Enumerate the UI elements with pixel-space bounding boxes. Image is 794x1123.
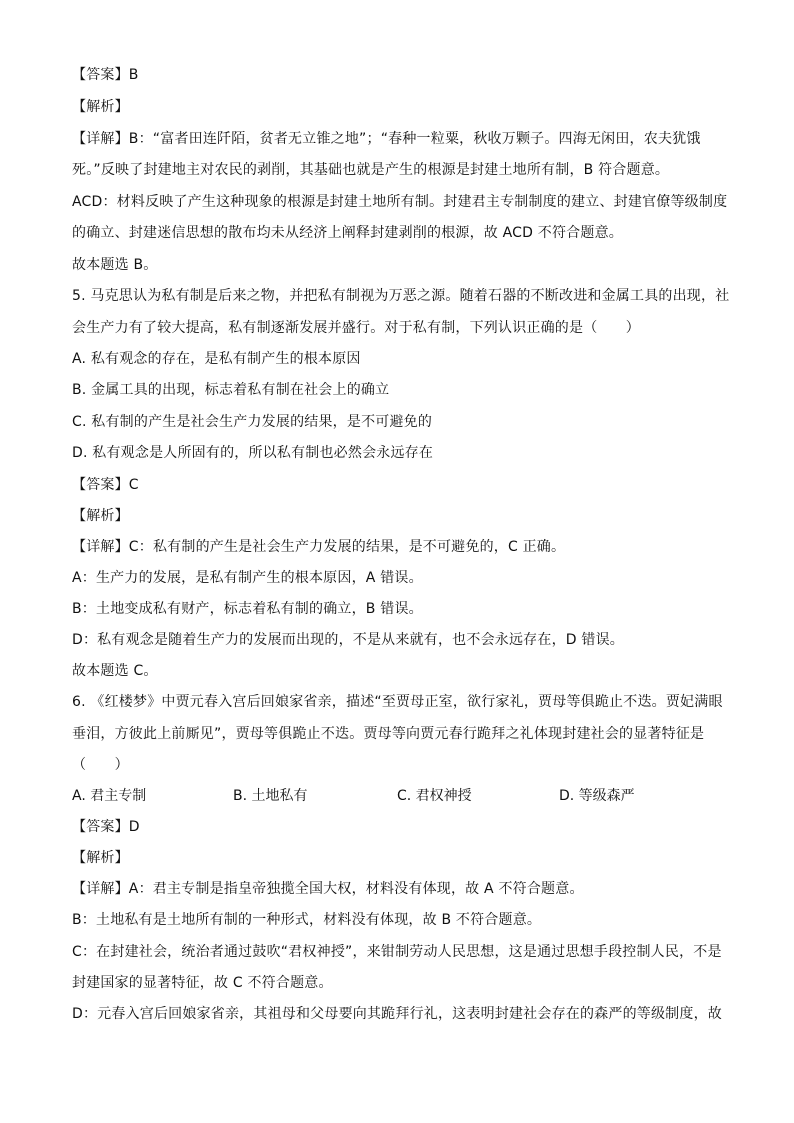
q5-stem-line-1: 5. 马克思认为私有制是后来之物，并把私有制视为万恶之源。随着石器的不断改进和金属工具的出现，社 [72,288,730,304]
q5-option-b: B. 金属工具的出现，标志着私有制在社会上的确立 [72,382,390,398]
q5-explain-a: A：生产力的发展，是私有制产生的根本原因，A 错误。 [72,570,423,586]
q5-stem-line-2: 会生产力有了较大提高，私有制逐渐发展并盛行。对于私有制，下列认识正确的是（ ） [72,320,640,336]
q6-stem-line-2: 垂泪，方彼此上前厮见”，贾母等俱跪止不迭。贾母等向贾元春行跪拜之礼体现封建社会的显著特征是 [72,726,705,742]
q6-option-d: D. 等级森严 [559,788,635,804]
q6-analysis-heading: 【解析】 [72,850,129,866]
q5-explain-b: B：土地变成私有财产，标志着私有制的确立，B 错误。 [72,601,423,617]
q4-conclusion: 故本题选 B。 [72,257,158,273]
q4-detail-line-1: 【详解】B：“富者田连阡陌，贫者无立锥之地”；“春种一粒粟，秋收万颗子。四海无闲田，农夫犹饿 [72,131,701,147]
q5-conclusion: 故本题选 C。 [72,663,158,679]
q6-explain-c-line-1: C：在封建社会，统治者通过鼓吹“君权神授”，来钳制劳动人民思想，这是通过思想手段控制人民，不是 [72,944,722,960]
q4-detail-line-2: 死。”反映了封建地主对农民的剥削，其基础也就是产生的根源是封建土地所有制，B 符合题意。 [72,162,670,178]
q6-explain-d-line-1: D：元春入宫后回娘家省亲，其祖母和父母要向其跪拜行礼，这表明封建社会存在的森严的等级制度，故 [72,1006,722,1022]
q4-acd-line-1: ACD：材料反映了产生这种现象的根源是封建土地所有制。封建君主专制制度的建立、封建官僚等级制度 [72,194,728,210]
q4-acd-line-2: 的确立、封建迷信思想的散布均未从经济上阐释封建剥削的根源，故 ACD 不符合题意。 [72,225,623,241]
q6-option-c: C. 君权神授 [397,788,472,804]
q6-option-b: B. 土地私有 [233,788,308,804]
q4-answer-line: 【答案】B [72,67,139,83]
q4-analysis-heading: 【解析】 [72,99,129,115]
q5-analysis-heading: 【解析】 [72,508,129,524]
q6-stem-line-1: 6. 《红楼梦》中贾元春入宫后回娘家省亲，描述“至贾母正室，欲行家礼，贾母等俱跪止不迭。贾妃满眼 [72,694,723,710]
q6-detail-line: 【详解】A：君主专制是指皇帝独揽全国大权，材料没有体现，故 A 不符合题意。 [72,881,584,897]
q5-explain-d: D：私有观念是随着生产力的发展而出现的，不是从来就有，也不会永远存在，D 错误。 [72,632,625,648]
q5-option-c: C. 私有制的产生是社会生产力发展的结果，是不可避免的 [72,414,433,430]
q5-detail-line: 【详解】C：私有制的产生是社会生产力发展的结果，是不可避免的，C 正确。 [72,539,566,555]
q5-option-a: A. 私有观念的存在，是私有制产生的根本原因 [72,351,361,367]
q6-stem-line-3: （ ） [72,757,129,773]
q6-explain-c-line-2: 封建国家的显著特征，故 C 不符合题意。 [72,975,333,991]
q5-answer-line: 【答案】C [72,477,139,493]
q6-answer-line: 【答案】D [72,819,140,835]
q6-option-a: A. 君主专制 [72,788,147,804]
q5-option-d: D. 私有观念是人所固有的，所以私有制也必然会永远存在 [72,445,434,461]
q6-explain-b: B：土地私有是土地所有制的一种形式，材料没有体现，故 B 不符合题意。 [72,912,542,928]
